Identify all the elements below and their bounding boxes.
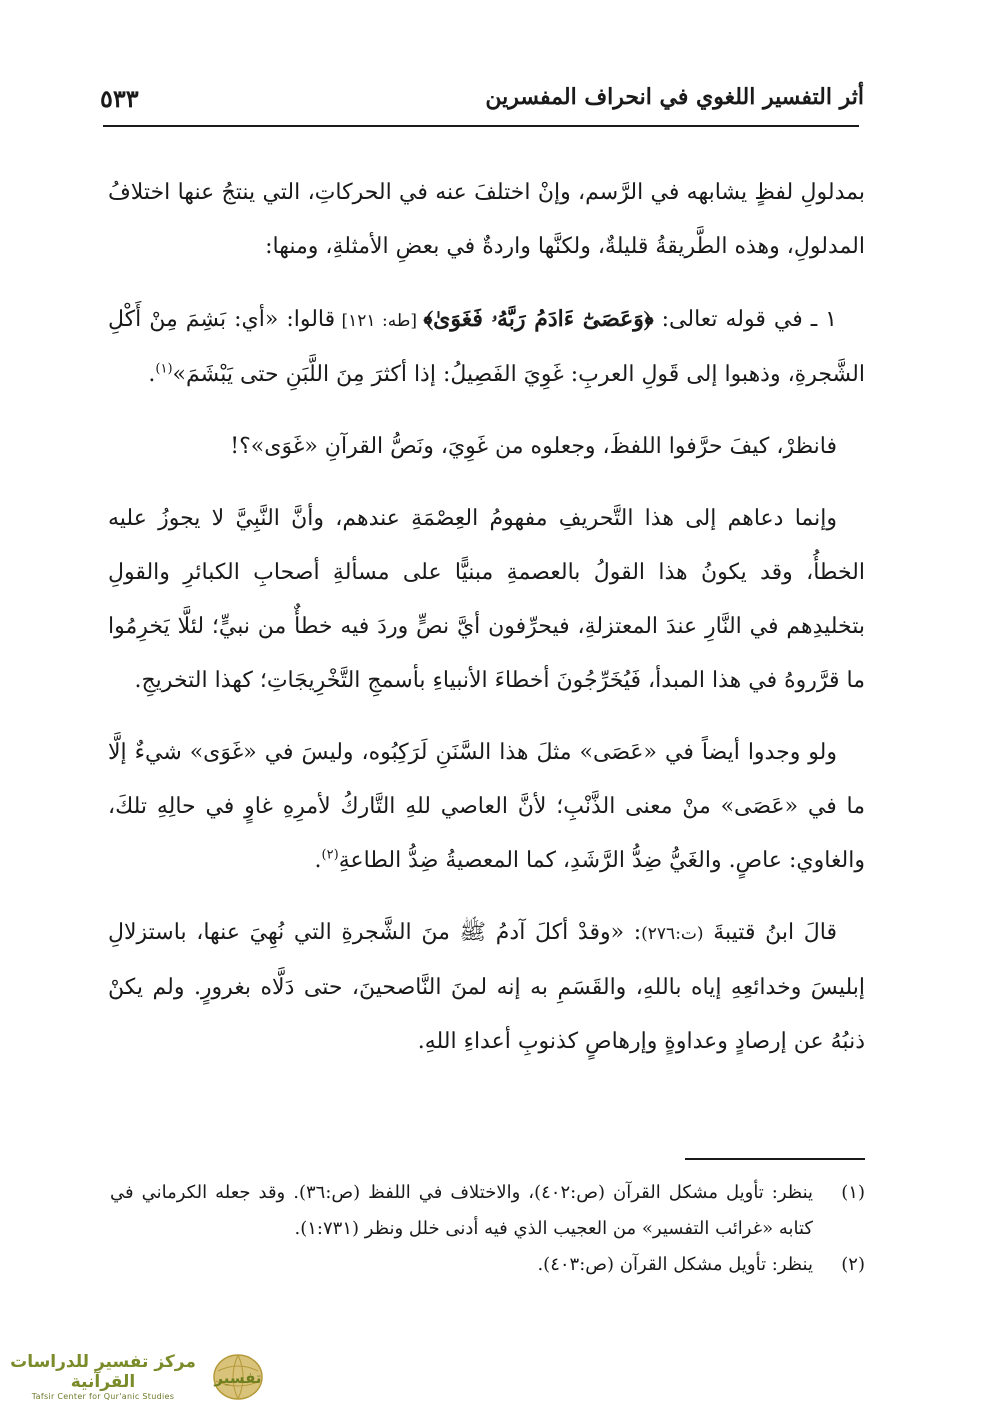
footnote-number: (١) bbox=[841, 1182, 865, 1203]
header-divider bbox=[103, 125, 859, 127]
logo-wordmark bbox=[8, 1352, 198, 1401]
paragraph-5-text: ولو وجدوا أيضاً في «عَصَى» مثلَ هذا السَّنَنِ لَرَكِبُوه، وليسَ في «غَوَى» شيءٌ إلَّا ما في «عَصَى» منْ معنى الذَّنْبِ؛ لأنَّ العاصي للهِ التَّاركُ لأمرِهِ غاوٍ في حالِهِ تلكَ، والغاوي: عاصٍ. والغَيُّ ضِدُّ الرَّشَدِ، كما المعصيةُ ضِدُّ الطاعةِ bbox=[108, 740, 865, 873]
paragraph-2-lead: ١ ـ في قوله تعالى: bbox=[653, 307, 837, 332]
main-text bbox=[108, 166, 865, 1069]
footnote-number: (٢) bbox=[841, 1254, 865, 1275]
paragraph-6 bbox=[108, 906, 865, 1069]
paragraph-4: وإنما دعاهم إلى هذا التَّحريفِ مفهومُ العِصْمَةِ عندهم، وأنَّ النَّبِيَّ لا يجوزُ عليه الخطأُ، وقد يكونُ هذا القولُ بالعصمةِ مبنيًّا على مسألةِ أصحابِ الكبائرِ والقولِ بتخليدِهم في النَّارِ عندَ المعتزلةِ، فيحرِّفون أيَّ نصٍّ وردَ فيه خطأٌ من نبيٍّ؛ لئلَّا يَخرِمُوا ما قرَّروهُ في هذا المبدأ، فَيُخَرِّجُونَ أخطاءَ الأنبياءِ بأسمجِ التَّخْرِيجَاتِ؛ كهذا التخريجِ. bbox=[108, 506, 865, 693]
paragraph-2 bbox=[108, 292, 865, 402]
quran-verse: ﴿وَعَصَىٰٓ ءَادَمُ رَبَّهُۥ فَغَوَىٰ﴾ bbox=[423, 306, 654, 332]
logo-arabic-text: مركز تفسير للدراسات القرآنية bbox=[10, 1352, 196, 1392]
paragraph-3: فانظرْ، كيفَ حرَّفوا اللفظَ، وجعلوه من غَوِيَ، ونَصُّ القرآنِ «غَوَى»؟! bbox=[230, 434, 837, 459]
logo-english-text: Tafsir Center for Qur'anic Studies bbox=[31, 1392, 175, 1401]
verse-reference: [طه: ١٢١] bbox=[335, 311, 424, 331]
paragraph-2-text: قالوا: «أي: بَشِمَ مِنْ أَكْلِ الشَّجرةِ، وذهبوا إلى قَولِ العربِ: غَوِيَ الفَصِيلُ: إذا أكثرَ مِنَ اللَّبَنِ حتى يَبْشَمَ» bbox=[108, 307, 865, 387]
footnote-marker-2[interactable]: (٢) bbox=[321, 847, 339, 863]
publisher-logo bbox=[8, 1348, 260, 1406]
paragraph-5-end: . bbox=[314, 848, 322, 873]
paragraph-5 bbox=[108, 726, 865, 888]
paragraph-1: بمدلولِ لفظٍ يشابهه في الرَّسم، وإنْ اختلفَ عنه في الحركاتِ، التي ينتجُ عنها اختلافُ المدلولِ، وهذه الطَّريقةُ قليلةٌ، ولكنَّها واردةٌ في بعضِ الأمثلةِ، ومنها: bbox=[108, 180, 865, 259]
running-title: أثر التفسير اللغوي في انحراف المفسرين bbox=[485, 84, 864, 110]
footnote-2 bbox=[110, 1247, 865, 1283]
footnote-1 bbox=[110, 1175, 865, 1247]
paragraph-6-text: : «وقدْ أكلَ آدمُ ﷺ منَ الشَّجرةِ التي نُهِيَ عنها، باستزلالِ إبليسَ وخدائعِهِ إياه باللهِ، والقَسَمِ به إنه لمنَ النَّاصحينَ، حتى دَلَّاه بغرورٍ. ولم يكنْ ذنبُهُ عن إرصادٍ وعداوةٍ وإرهاصٍ كذنوبِ أعداءِ اللهِ. bbox=[108, 920, 865, 1054]
running-header bbox=[100, 84, 864, 124]
globe-emblem-icon bbox=[208, 1351, 268, 1403]
page-number: ٥٣٣ bbox=[100, 84, 139, 113]
paragraph-2-end: . bbox=[148, 362, 156, 387]
logo-emblem-word: تفسير bbox=[214, 1369, 262, 1387]
footnotes bbox=[110, 1175, 865, 1283]
footnote-text: ينظر: تأويل مشكل القرآن (ص:٤٠٢)، والاختلاف في اللفظ (ص:٣٦). وقد جعله الكرماني في كتابه «غرائب التفسير» من العجيب الذي فيه أدنى خلل ونظر (١:٧٣١). bbox=[110, 1182, 814, 1239]
paragraph-6-lead: قالَ ابنُ قتيبةَ bbox=[703, 920, 837, 945]
footnote-marker-1[interactable]: (١) bbox=[155, 361, 173, 377]
death-date: (ت:٢٧٦) bbox=[641, 924, 704, 944]
footnote-text: ينظر: تأويل مشكل القرآن (ص:٤٠٣). bbox=[537, 1254, 813, 1275]
footnote-divider bbox=[685, 1158, 865, 1160]
